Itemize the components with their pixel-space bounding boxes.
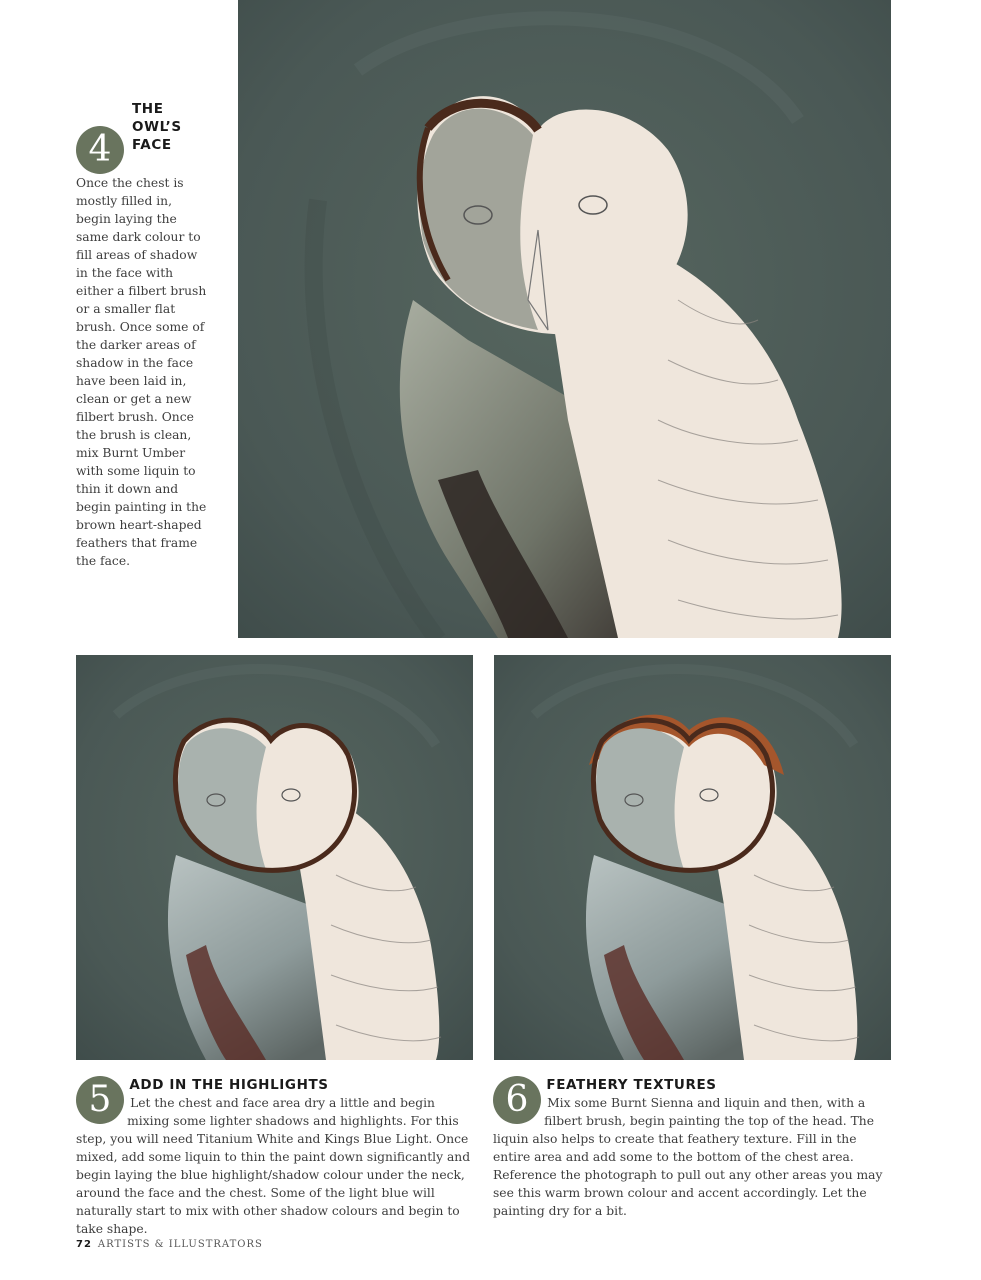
painting-photo-step-5	[76, 655, 473, 1060]
step-6	[493, 1076, 891, 1220]
step-4-text: Once the chest is mostly filled in, begin laying the same dark colour to fill areas of shadow in the face with either a filbert brush or a smaller flat brush. Once some of the darker areas of shadow in the face have been laid in, clean or get a new filbert brush. Once the brush is clean, mix Burnt Umber with some liquin to thin it down and begin painting in the brown heart-shaped feathers that frame the face.	[76, 176, 207, 568]
step-4-number: 4	[76, 126, 124, 174]
painting-photo-step-4	[238, 0, 891, 638]
magazine-name: ARTISTS & ILLUSTRATORS	[97, 1239, 263, 1250]
step-5-text: Let the chest and face area dry a little and begin mixing some lighter shadows and highlights. For this step, you will need Titanium White and Kings Blue Light. Once mixed, add some liquin to thin the paint down significantly and begin laying the blue highlight/shadow colour under the neck, around the face and the chest. Some of the light blue will naturally start to mix with other shadow colours and begin to take shape.	[76, 1096, 471, 1236]
painting-photo-step-6	[494, 655, 891, 1060]
step-4	[76, 100, 208, 570]
page-number: 72	[76, 1239, 92, 1250]
step-5	[76, 1076, 473, 1238]
page-footer	[76, 1239, 263, 1250]
step-6-number: 6	[493, 1076, 541, 1124]
step-6-title: FEATHERY TEXTURES	[546, 1077, 717, 1093]
step-6-text: Mix some Burnt Sienna and liquin and then, with a filbert brush, begin painting the top of the head. The liquin also helps to create that feathery texture. Fill in the entire area and add some to the bottom of the chest area. Reference the photograph to pull out any other areas you may see this warm brown colour and accent accordingly. Let the painting dry for a bit.	[493, 1096, 883, 1218]
step-5-title: ADD IN THE HIGHLIGHTS	[129, 1077, 329, 1093]
step-5-number: 5	[76, 1076, 124, 1124]
step-4-title: THE OWL’S FACE	[132, 101, 182, 153]
